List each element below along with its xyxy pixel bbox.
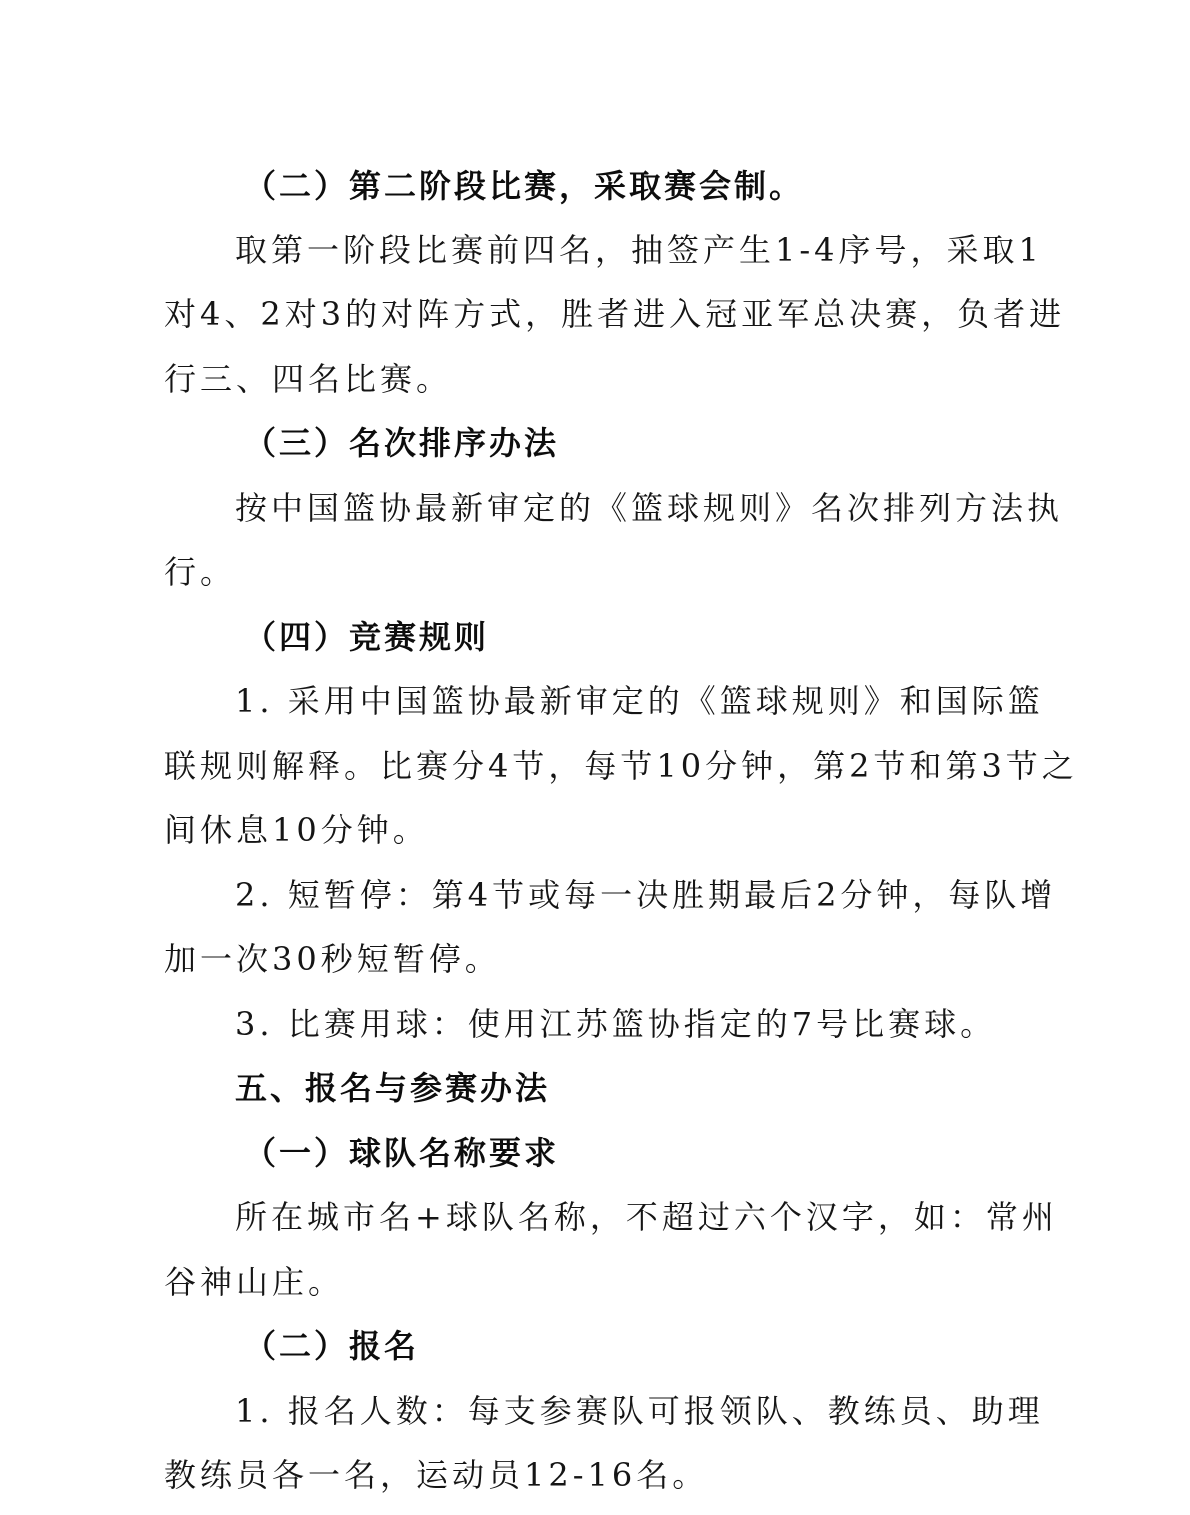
paragraph-line: 2. 短暂停：第4节或每一决胜期最后2分钟，每队增 xyxy=(235,876,1057,914)
paragraph-line: 按中国篮协最新审定的《篮球规则》名次排列方法执 xyxy=(235,489,1064,527)
paragraph-line: 谷神山庄。 xyxy=(164,1263,345,1301)
paragraph-line: 1. 报名人数：每支参赛队可报领队、教练员、助理 xyxy=(235,1392,1044,1430)
section-heading-registration: 五、报名与参赛办法 xyxy=(235,1069,551,1107)
paragraph-line: 教练员各一名，运动员12-16名。 xyxy=(164,1456,709,1494)
paragraph-line: 加一次30秒短暂停。 xyxy=(164,940,501,978)
paragraph-line: 1. 采用中国篮协最新审定的《篮球规则》和国际篮 xyxy=(235,682,1044,720)
paragraph-line: 所在城市名+球队名称，不超过六个汉字，如：常州 xyxy=(235,1198,1058,1236)
paragraph-line: 行。 xyxy=(164,553,237,591)
paragraph-line: 对4、2对3的对阵方式，胜者进入冠亚军总决赛，负者进 xyxy=(164,295,1066,333)
section-heading-stage-two: （二）第二阶段比赛，采取赛会制。 xyxy=(244,167,805,205)
paragraph-line: 联规则解释。比赛分4节，每节10分钟，第2节和第3节之 xyxy=(164,747,1078,785)
section-heading-competition-rules: （四）竞赛规则 xyxy=(244,618,490,656)
section-heading-ranking-method: （三）名次排序办法 xyxy=(244,424,560,462)
section-heading-team-name: （一）球队名称要求 xyxy=(244,1134,560,1172)
section-heading-signup: （二）报名 xyxy=(244,1327,420,1365)
paragraph-line: 取第一阶段比赛前四名，抽签产生1-4序号，采取1 xyxy=(235,231,1043,269)
paragraph-line: 3. 比赛用球：使用江苏篮协指定的7号比赛球。 xyxy=(235,1005,997,1043)
paragraph-line: 间休息10分钟。 xyxy=(164,811,429,849)
paragraph-line: 行三、四名比赛。 xyxy=(164,360,453,398)
